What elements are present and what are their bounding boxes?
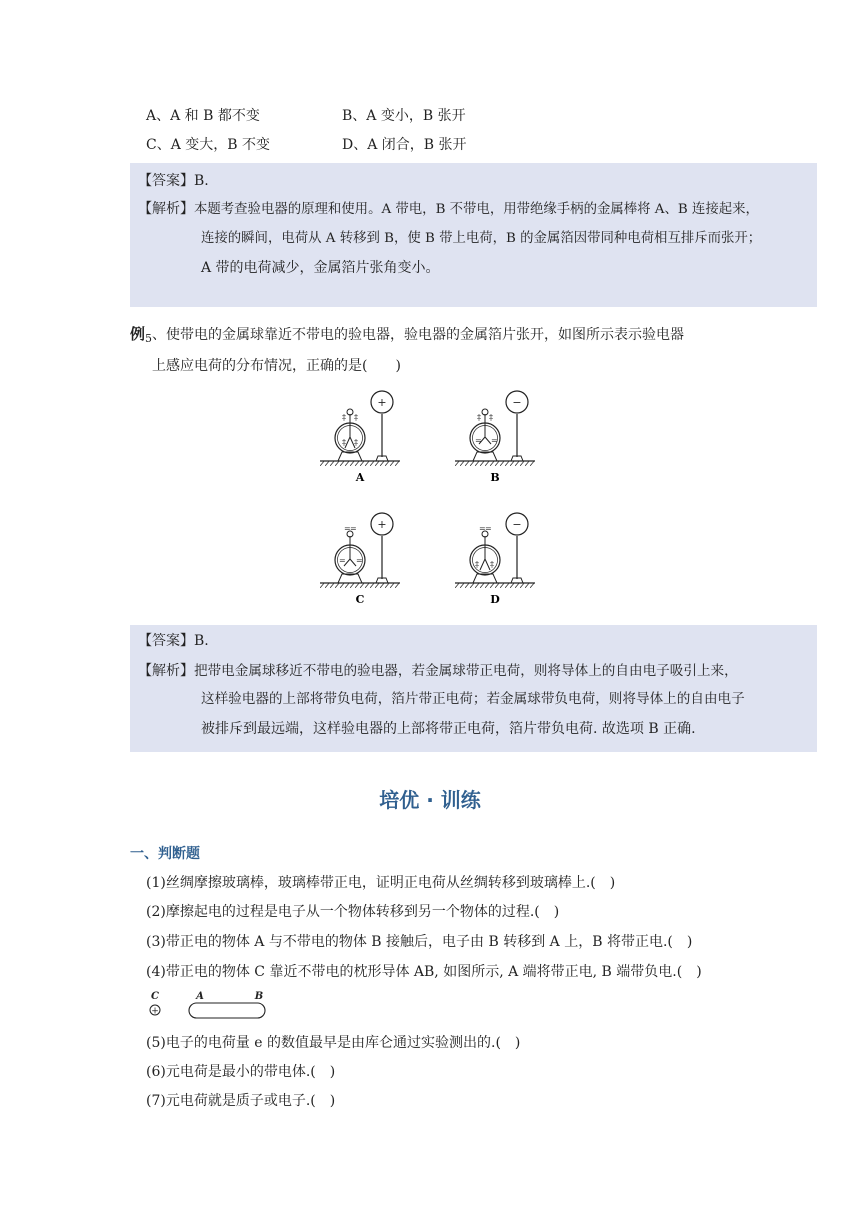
analysis-tag: 【解析】	[138, 201, 194, 217]
analysis-tag: 【解析】	[138, 663, 194, 679]
judgement-item-4: (4)带正电的物体 C 靠近不带电的枕形导体 AB, 如图所示, A 端将带正电, B 端带负电.( )	[146, 964, 702, 980]
svg-text:‡: ‡	[354, 413, 358, 422]
electroscope-d	[455, 513, 535, 606]
analysis-line-2: 这样验电器的上部将带负电荷，箔片带正电荷；若金属球带负电荷，则将导体上的自由电子	[201, 691, 745, 707]
judgement-item-5: (5)电子的电荷量 e 的数值最早是由库仑通过实验测出的.( )	[146, 1035, 521, 1051]
analysis-line-3: A 带的电荷减少，金属箔片张角变小。	[201, 260, 440, 276]
electroscope-b	[455, 391, 535, 484]
svg-text:‡: ‡	[477, 413, 481, 422]
figure-label-c: C	[355, 593, 365, 606]
electroscope-c	[320, 513, 400, 606]
answer-value: B.	[194, 633, 209, 649]
answer-box-q4	[130, 163, 817, 307]
electroscope-a	[320, 391, 400, 484]
example-label: 例	[130, 325, 146, 343]
charge-plus-sign: +	[151, 1006, 159, 1017]
svg-text:=: =	[356, 556, 363, 565]
label-a: A	[196, 991, 204, 1002]
ball-sign-d: −	[512, 518, 522, 531]
figure-label-d: D	[490, 593, 500, 606]
option-a: A、A 和 B 都不变	[146, 108, 260, 124]
judgement-item-1: (1)丝绸摩擦玻璃棒，玻璃棒带正电，证明正电荷从丝绸转移到玻璃棒上.( )	[146, 875, 616, 891]
svg-text:=: =	[344, 524, 351, 533]
option-d: D、A 闭合，B 张开	[342, 137, 467, 153]
label-b: B	[254, 991, 264, 1002]
answer-tag: 【答案】	[138, 173, 194, 189]
ball-sign-c: +	[377, 518, 387, 531]
svg-text:=: =	[479, 524, 486, 533]
example-line-1: 、使带电的金属球靠近不带电的验电器，验电器的金属箔片张开，如图所示表示验电器	[152, 327, 685, 343]
svg-text:‡: ‡	[489, 413, 493, 422]
figure-label-b: B	[490, 471, 500, 484]
electroscope-figure	[310, 388, 540, 613]
judgement-heading: 一、判断题	[130, 846, 200, 862]
option-b: B、A 变小，B 张开	[342, 108, 466, 124]
analysis-line-2: 连接的瞬间，电荷从 A 转移到 B，使 B 带上电荷，B 的金属箔因带同种电荷相互排斥而张开；	[201, 231, 762, 246]
example-line-2: 上感应电荷的分布情况，正确的是( )	[152, 358, 401, 374]
figure-label-a: A	[355, 471, 365, 484]
answer-value: B.	[194, 173, 209, 189]
svg-text:=: =	[475, 436, 482, 445]
judgement-item-7: (7)元电荷就是质子或电子.( )	[146, 1093, 336, 1109]
svg-text:=: =	[491, 436, 498, 445]
example-number: 5	[145, 332, 153, 345]
example-5-question	[130, 323, 684, 344]
analysis-line-1: 本题考查验电器的原理和使用。A 带电，B 不带电，用带绝缘手柄的金属棒将 A、B 连接起来，	[194, 202, 759, 217]
svg-text:=: =	[485, 524, 492, 533]
answer-tag: 【答案】	[138, 633, 194, 649]
svg-text:‡: ‡	[342, 438, 346, 447]
section-title: 培优 · 训练	[379, 788, 481, 812]
pillow-conductor-figure	[145, 988, 275, 1022]
analysis-line-3: 被排斥到最远端，这样验电器的上部将带正电荷，箔片带负电荷. 故选项 B 正确.	[201, 721, 696, 737]
svg-text:=: =	[339, 556, 346, 565]
answer-box-q5	[130, 625, 817, 752]
judgement-item-6: (6)元电荷是最小的带电体.( )	[146, 1064, 336, 1080]
judgement-item-2: (2)摩擦起电的过程是电子从一个物体转移到另一个物体的过程.( )	[146, 904, 560, 920]
label-c: C	[151, 991, 159, 1002]
ball-sign-b: −	[512, 396, 522, 409]
ball-sign-a: +	[377, 396, 387, 409]
svg-text:‡: ‡	[342, 413, 346, 422]
pillow-conductor	[189, 1003, 265, 1018]
analysis-line-1: 把带电金属球移近不带电的验电器，若金属球带正电荷，则将导体上的自由电子吸引上来，	[194, 663, 738, 679]
svg-text:‡: ‡	[354, 438, 358, 447]
svg-text:=: =	[350, 524, 357, 533]
option-c: C、A 变大，B 不变	[146, 137, 271, 153]
judgement-item-3: (3)带正电的物体 A 与不带电的物体 B 接触后，电子由 B 转移到 A 上，B 将带正电.( )	[146, 934, 693, 950]
svg-text:‡: ‡	[475, 560, 479, 569]
svg-text:‡: ‡	[490, 560, 494, 569]
